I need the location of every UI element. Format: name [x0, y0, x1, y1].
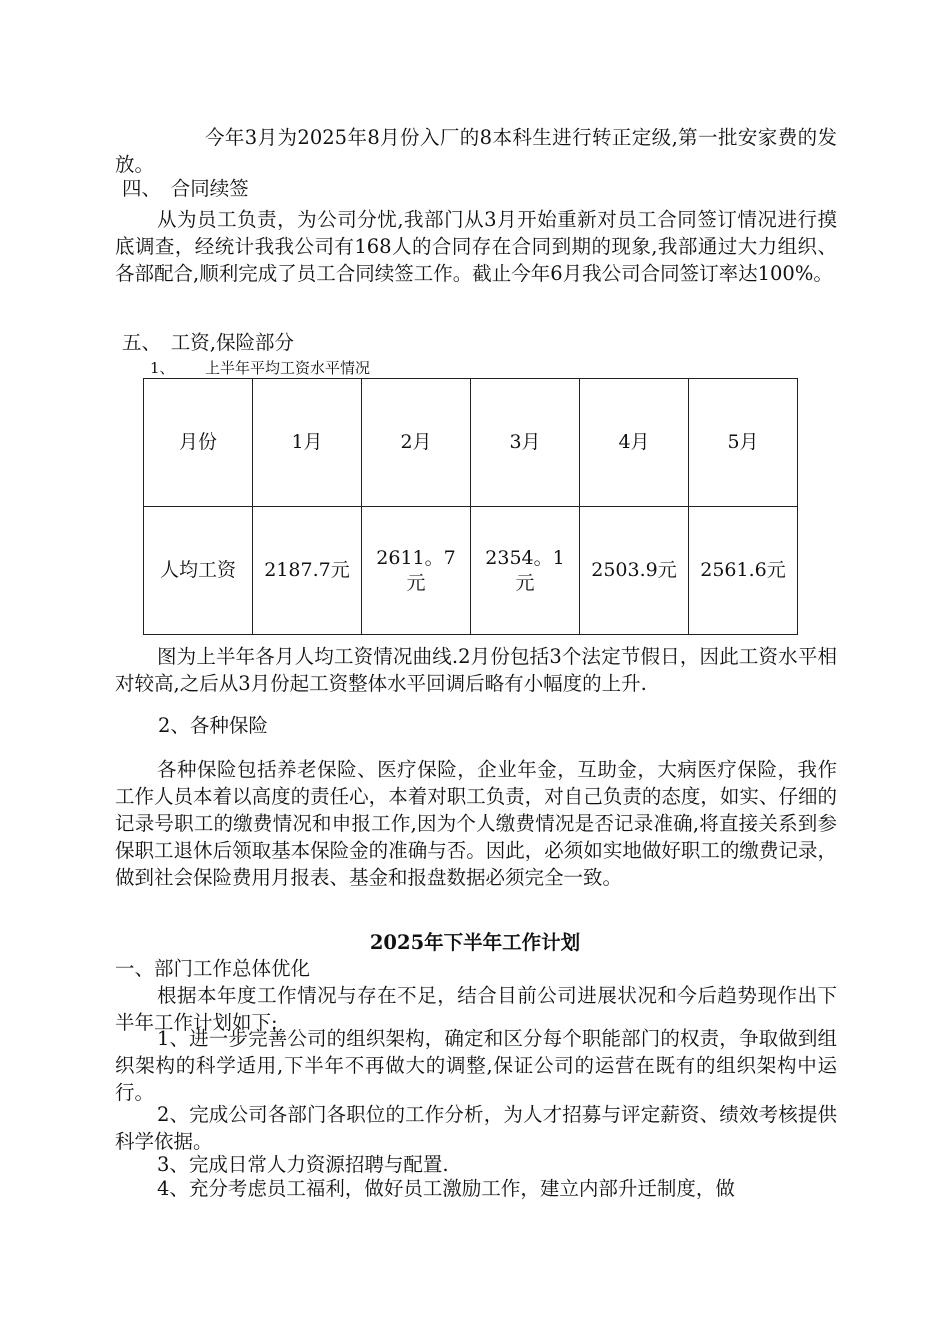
subsection-2-heading: 2、各种保险 [158, 714, 268, 737]
chart-note-paragraph: 图为上半年各月人均工资情况曲线.2月份包括3个法定节假日，因此工资水平相对较高,之后从3月份起工资整体水平回调后略有小幅度的上升. [115, 645, 837, 695]
plan-item: 1、进一步完善公司的组织架构，确定和区分每个职能部门的权责，争取做到组织架构的科学适用,下半年不再做大的调整,保证公司的运营在既有的组织架构中运行。 [115, 1027, 837, 1104]
table-header-row [144, 379, 798, 507]
section-4-body: 从为员工负责，为公司分忧,我部门从3月开始重新对员工合同签订情况进行摸底调查，经统计我我公司有168人的合同存在合同到期的现象,我部通过大力组织、各部配合,顺利完成了员工合同续签工作。截止今年6月我公司合同签订率达100%。 [115, 208, 837, 285]
table-month-cell: 3月 [471, 379, 580, 507]
table-value-cell: 2611。7元 [362, 507, 471, 635]
section-5-heading: 五、 工资,保险部分 [122, 331, 294, 354]
table-row-label-cell: 人均工资 [144, 507, 253, 635]
wage-table [143, 378, 798, 635]
table-header-cell: 月份 [144, 379, 253, 507]
table-month-cell: 1月 [253, 379, 362, 507]
table-value-cell: 2354。1元 [471, 507, 580, 635]
table-month-cell: 4月 [580, 379, 689, 507]
insurance-paragraph: 各种保险包括养老保险、医疗保险，企业年金，互助金，大病医疗保险，我作工作人员本着以高度的责任心，本着对职工负责，对自己负责的态度，如实、仔细的记录号职工的缴费情况和申报工作,因为个人缴费情况是否记录准确,将直接关系到参保职工退休后领取基本保险金的准确与否。因此，必须如实地做好职工的缴费记录，做到社会保险费用月报表、基金和报盘数据必须完全一致。 [115, 758, 837, 889]
intro-paragraph: 今年3月为2025年8月份入厂的8本科生进行转正定级,第一批安家费的发放。 [115, 126, 837, 176]
table-month-cell: 5月 [689, 379, 798, 507]
plan-item: 3、完成日常人力资源招聘与配置. [157, 1153, 449, 1176]
plan-item: 4、充分考虑员工福利，做好员工激励工作，建立内部升迁制度，做 [157, 1177, 735, 1200]
plan-section-1-heading: 一、部门工作总体优化 [115, 957, 311, 980]
section-4-heading: 四、 合同续签 [122, 177, 249, 200]
subsection-1-number: 1、 [150, 359, 175, 377]
table-month-cell: 2月 [362, 379, 471, 507]
plan-title: 2025年下半年工作计划 [369, 931, 581, 954]
table-value-cell: 2187.7元 [253, 507, 362, 635]
plan-item: 2、完成公司各部门各职位的工作分析，为人才招募与评定薪资、绩效考核提供科学依据。 [115, 1103, 837, 1153]
table-caption: 上半年平均工资水平情况 [205, 359, 371, 377]
table-row [144, 507, 798, 635]
table-value-cell: 2561.6元 [689, 507, 798, 635]
table-value-cell: 2503.9元 [580, 507, 689, 635]
plan-intro-paragraph: 根据本年度工作情况与存在不足，结合目前公司进展状况和今后趋势现作出下半年工作计划如下: [115, 984, 837, 1034]
